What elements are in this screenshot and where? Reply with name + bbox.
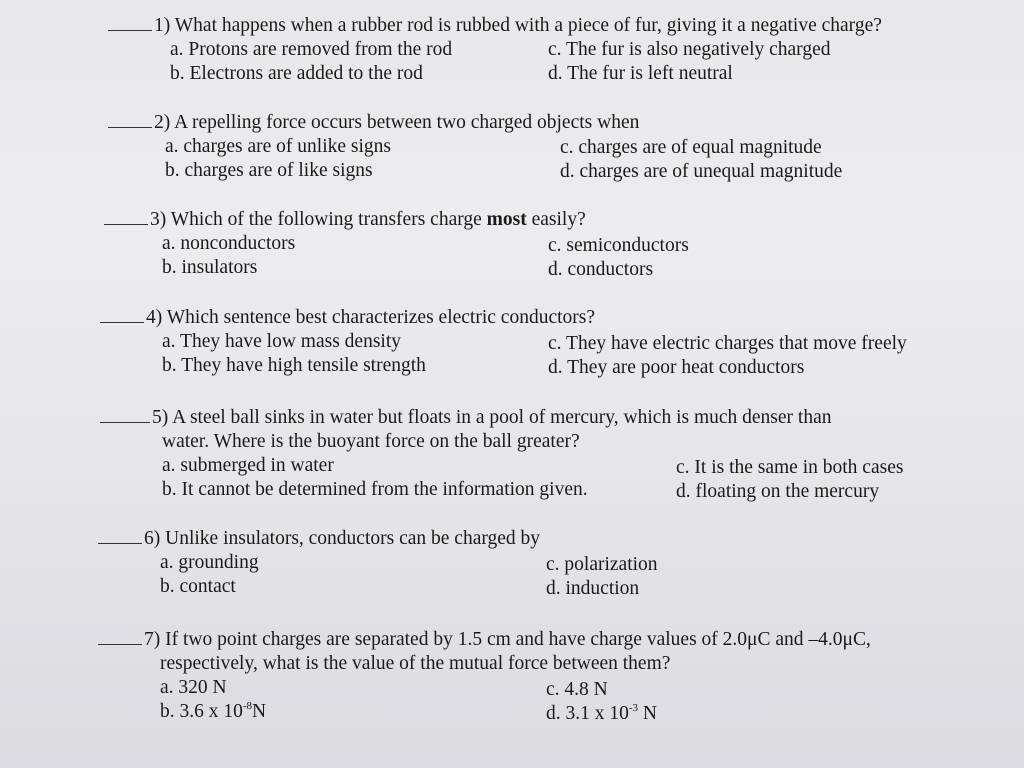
question-text-emphasis: most bbox=[486, 209, 527, 230]
question-text: A steel ball sinks in water but floats in a pool of mercury, which is much denser than bbox=[172, 407, 832, 428]
option-c: c. polarization bbox=[546, 554, 658, 575]
option-c: c. They have electric charges that move freely bbox=[548, 333, 907, 354]
question-7-stem bbox=[98, 628, 871, 652]
option-a: a. They have low mass density bbox=[162, 331, 402, 352]
question-number: 1) bbox=[154, 15, 171, 36]
question-1-stem bbox=[108, 14, 882, 38]
question-5-options bbox=[100, 454, 904, 502]
option-d-base: d. 3.1 x 10 bbox=[546, 703, 629, 724]
option-a: a. nonconductors bbox=[162, 233, 296, 254]
option-a: a. 320 N bbox=[160, 677, 227, 698]
question-3-options bbox=[104, 232, 689, 280]
option-d-exponent: -3 bbox=[628, 702, 639, 714]
answer-blank-7[interactable] bbox=[98, 628, 142, 645]
question-text: If two point charges are separated by 1.5 cm and have charge values of 2.0μC and –4.0μC, bbox=[165, 629, 871, 650]
question-6-options bbox=[98, 551, 658, 599]
option-a: a. grounding bbox=[160, 552, 259, 573]
question-number: 6) bbox=[144, 528, 161, 549]
question-5-stem-continued: water. Where is the buoyant force on the ball greater? bbox=[162, 431, 580, 452]
option-b: b. insulators bbox=[162, 257, 258, 278]
option-b: b. Electrons are added to the rod bbox=[170, 63, 423, 84]
question-2 bbox=[108, 111, 843, 183]
option-d: d. conductors bbox=[548, 259, 654, 280]
question-2-options bbox=[108, 135, 843, 183]
question-4-options bbox=[100, 330, 907, 378]
option-c: c. charges are of equal magnitude bbox=[560, 137, 822, 158]
question-text-before: Which of the following transfers charge bbox=[170, 209, 482, 230]
answer-blank-3[interactable] bbox=[104, 208, 148, 225]
answer-blank-1[interactable] bbox=[108, 14, 152, 31]
question-1 bbox=[108, 14, 882, 86]
option-b: b. It cannot be determined from the information given. bbox=[162, 479, 588, 500]
option-b bbox=[160, 700, 266, 724]
option-b-base: b. 3.6 x 10 bbox=[160, 701, 243, 722]
question-6-stem bbox=[98, 527, 540, 551]
answer-blank-6[interactable] bbox=[98, 527, 142, 544]
option-a: a. charges are of unlike signs bbox=[165, 136, 391, 157]
question-7-options bbox=[98, 676, 871, 724]
option-d-unit: N bbox=[638, 703, 658, 724]
question-5-stem bbox=[100, 406, 831, 430]
option-d: d. floating on the mercury bbox=[676, 481, 880, 502]
question-7-stem-continued: respectively, what is the value of the mutual force between them? bbox=[160, 653, 671, 674]
option-c: c. The fur is also negatively charged bbox=[548, 39, 831, 60]
option-b-exponent: -8 bbox=[242, 700, 253, 712]
question-number: 4) bbox=[146, 307, 163, 328]
question-2-stem bbox=[108, 111, 639, 135]
option-a: a. Protons are removed from the rod bbox=[170, 39, 453, 60]
question-number: 3) bbox=[150, 209, 167, 230]
option-b: b. charges are of like signs bbox=[165, 160, 373, 181]
option-c: c. It is the same in both cases bbox=[676, 457, 904, 478]
answer-blank-4[interactable] bbox=[100, 306, 144, 323]
question-4-stem bbox=[100, 306, 595, 330]
question-text: Which sentence best characterizes electric conductors? bbox=[166, 307, 596, 328]
option-b-unit: N bbox=[252, 701, 267, 722]
option-d: d. The fur is left neutral bbox=[548, 63, 733, 84]
question-text-after: easily? bbox=[531, 209, 586, 230]
option-b: b. They have high tensile strength bbox=[162, 355, 426, 376]
answer-blank-5[interactable] bbox=[100, 406, 150, 423]
question-text: Unlike insulators, conductors can be charged by bbox=[165, 528, 541, 549]
question-3 bbox=[104, 208, 689, 280]
question-1-options bbox=[108, 38, 882, 86]
answer-blank-2[interactable] bbox=[108, 111, 152, 128]
option-a: a. submerged in water bbox=[162, 455, 334, 476]
question-3-stem bbox=[104, 208, 586, 232]
question-number: 2) bbox=[154, 112, 171, 133]
option-d bbox=[546, 702, 657, 726]
question-number: 5) bbox=[152, 407, 169, 428]
option-c: c. 4.8 N bbox=[546, 679, 608, 700]
question-7 bbox=[98, 628, 871, 724]
question-5 bbox=[100, 406, 904, 502]
option-d: d. charges are of unequal magnitude bbox=[560, 161, 843, 182]
option-d: d. induction bbox=[546, 578, 640, 599]
question-text: A repelling force occurs between two charged objects when bbox=[174, 112, 640, 133]
option-b: b. contact bbox=[160, 576, 236, 597]
option-c: c. semiconductors bbox=[548, 235, 689, 256]
option-d: d. They are poor heat conductors bbox=[548, 357, 805, 378]
question-4 bbox=[100, 306, 907, 378]
question-6 bbox=[98, 527, 658, 599]
question-number: 7) bbox=[144, 629, 161, 650]
question-text: What happens when a rubber rod is rubbed with a piece of fur, giving it a negative charge? bbox=[174, 15, 882, 36]
